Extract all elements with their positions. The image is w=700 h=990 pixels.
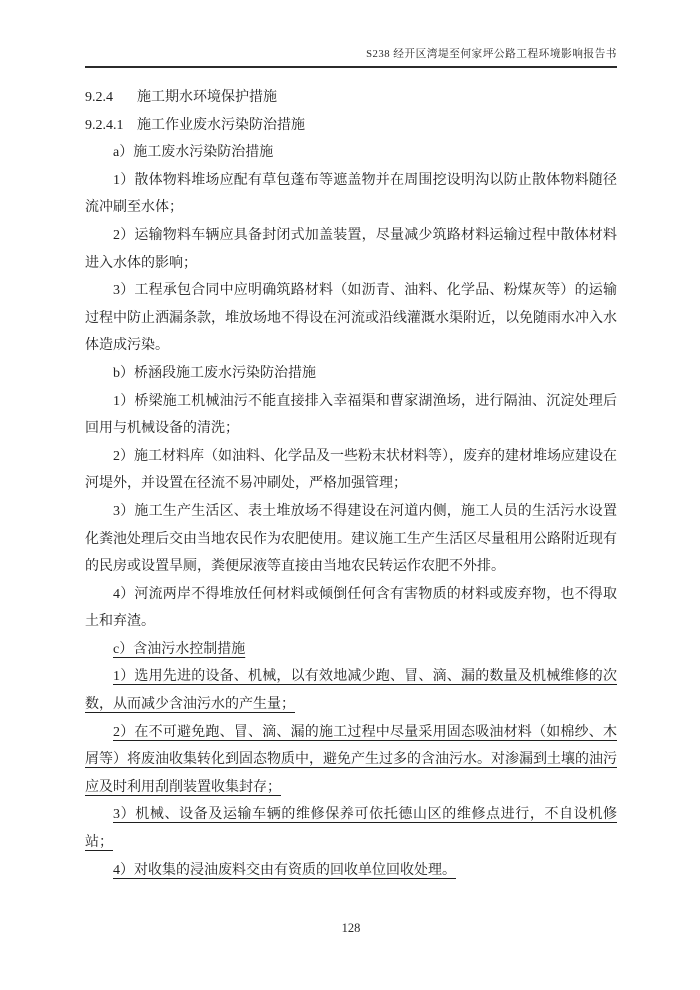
paragraph: 2）施工材料库（如油料、化学品及一些粉末状材料等），废弃的建材堆场应建设在河堤外，并设置在径流不易冲刷处，严格加强管理； xyxy=(85,448,617,492)
paragraph: a）施工废水污染防治措施 xyxy=(113,145,274,161)
page-number: 128 xyxy=(341,921,361,935)
paragraph: 1）选用先进的设备、机械，以有效地减少跑、冒、滴、漏的数量及机械维修的次数，从而减少含油污水的产生量； xyxy=(85,669,617,713)
paragraph: 3）工程承包合同中应明确筑路材料（如沥青、油料、化学品、粉煤灰等）的运输过程中防止洒漏条款，堆放场地不得设在河流或沿线灌溉水渠附近，以免随雨水冲入水体造成污染。 xyxy=(85,283,617,354)
section-heading-2-number: 9.2.4.1 xyxy=(85,117,124,133)
paragraph: 1）散体物料堆场应配有草包蓬布等遮盖物并在周围挖设明沟以防止散体物料随径流冲刷至水体； xyxy=(85,172,617,216)
paragraph: 2）在不可避免跑、冒、滴、漏的施工过程中尽量采用固态吸油材料（如棉纱、木屑等）将废油收集转化到固态物质中，避免产生过多的含油污水。对渗漏到土壤的油污应及时利用刮削装置收集封存； xyxy=(85,724,617,795)
paragraph: 1）桥梁施工机械油污不能直接排入幸福渠和曹家湖渔场，进行隔油、沉淀处理后回用与机械设备的清洗； xyxy=(85,393,617,437)
section-heading-1-number: 9.2.4 xyxy=(85,90,113,105)
paragraph: 3）机械、设备及运输车辆的维修保养可依托德山区的维修点进行，不自设机修站； xyxy=(85,807,617,851)
paragraph: 3）施工生产生活区、表土堆放场不得建设在河道内侧，施工人员的生活污水设置化粪池处理后交由当地农民作为农肥使用。建议施工生产生活区尽量租用公路附近现有的民房或设置旱厕，粪便尿液等直接由当地农民转运作农肥不外排。 xyxy=(85,503,617,575)
section-heading-2 xyxy=(85,112,617,140)
document-body xyxy=(85,84,617,884)
paragraph-list xyxy=(85,139,617,884)
paragraph: 4）河流两岸不得堆放任何材料或倾倒任何含有害物质的材料或废弃物，也不得取土和弃渣。 xyxy=(85,586,617,630)
paragraph: 2）运输物料车辆应具备封闭式加盖装置，尽量减少筑路材料运输过程中散体材料进入水体的影响； xyxy=(85,227,617,271)
section-heading-1 xyxy=(85,84,617,112)
section-heading-1-title: 施工期水环境保护措施 xyxy=(137,90,277,105)
section-heading-2-title: 施工作业废水污染防治措施 xyxy=(137,117,305,133)
paragraph: 4）对收集的浸油废料交由有资质的回收单位回收处理。 xyxy=(113,862,456,878)
paragraph: b）桥涵段施工废水污染防治措施 xyxy=(113,365,316,381)
running-header: S238 经开区湾堤至何家坪公路工程环境影响报告书 xyxy=(85,46,617,68)
paragraph: c）含油污水控制措施 xyxy=(113,641,246,657)
